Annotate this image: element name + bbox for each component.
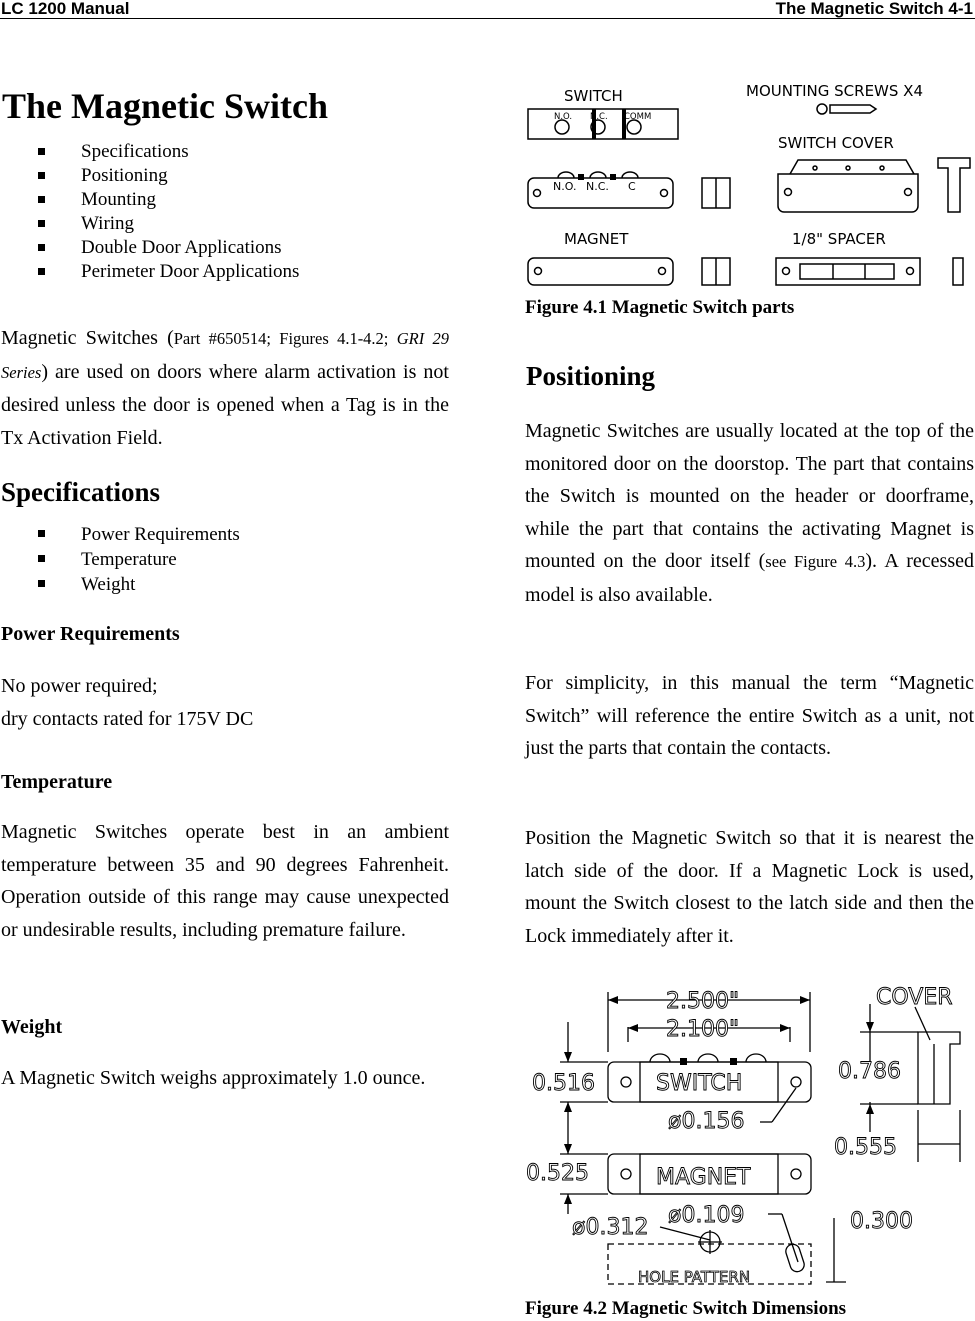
toc-item: Wiring	[0, 212, 440, 236]
positioning-heading: Positioning	[526, 361, 656, 391]
temperature-text: Magnetic Switches operate best in an ambient temperature between 35 and 90 degrees Fahrenheit. Operation outside of this range may cause unexpected or undesirable results, including premature failure.	[1, 821, 449, 941]
fig2-dim-0555: 0.555	[834, 1135, 897, 1160]
fig2-dim-0312: ø0.312	[572, 1215, 649, 1240]
figure-4-2-caption: Figure 4.2 Magnetic Switch Dimensions	[525, 1298, 847, 1319]
figure-4-1-parts-drawing	[520, 76, 975, 292]
fig2-dim-0516: 0.516	[532, 1071, 595, 1096]
fig2-label-hole-pattern: HOLE PATTERN	[638, 1268, 751, 1286]
fig2-dim-0156: ø0.156	[668, 1109, 745, 1134]
power-text: No power required; dry contacts rated for 175V DC	[1, 675, 254, 730]
spec-item: Weight	[0, 572, 440, 597]
intro-paragraph: Magnetic Switches (Part #650514; Figures 4.1-4.2; GRI 29 Series) are used on doors where alarm activation is not desired unless the door is opened when a Tag is in the Tx Activation Field.	[1, 327, 449, 449]
fig2-label-cover: COVER	[876, 985, 953, 1010]
spec-item: Power Requirements	[0, 522, 440, 547]
fig2-dim-0525: 0.525	[526, 1161, 589, 1186]
fig1-label-screws: MOUNTING SCREWS X4	[746, 82, 923, 100]
toc-list	[0, 140, 440, 284]
figure-4-1-caption: Figure 4.1 Magnetic Switch parts	[525, 297, 795, 318]
fig2-label-switch: SWITCH	[656, 1071, 743, 1096]
fig1-label-nc-side: N.C.	[586, 180, 609, 193]
positioning-paragraph-2: For simplicity, in this manual the term “Magnetic Switch” will reference the entire Switch as a unit, not just the parts that contain the contacts.	[525, 672, 974, 759]
toc-item: Mounting	[0, 188, 440, 212]
weight-text: A Magnetic Switch weighs approximately 1.0 ounce.	[1, 1067, 426, 1089]
header-rule	[0, 18, 975, 19]
fig1-label-cover: SWITCH COVER	[778, 134, 894, 152]
fig1-label-nc: N.C.	[590, 112, 608, 122]
spec-item: Temperature	[0, 547, 440, 572]
specifications-heading: Specifications	[1, 477, 160, 507]
toc-item: Double Door Applications	[0, 236, 440, 260]
toc-item: Specifications	[0, 140, 440, 164]
header-left: LC 1200 Manual	[1, 0, 130, 18]
fig1-label-spacer: 1/8" SPACER	[792, 230, 886, 248]
power-heading: Power Requirements	[1, 623, 180, 645]
header-right: The Magnetic Switch 4-1	[775, 0, 973, 18]
temperature-heading: Temperature	[1, 771, 113, 793]
weight-heading: Weight	[1, 1016, 63, 1038]
fig2-dim-2500: 2.500"	[666, 989, 740, 1014]
fig2-dim-0300: 0.300	[850, 1209, 913, 1234]
fig1-label-no: N.O.	[554, 112, 573, 122]
fig2-dim-0109: ø0.109	[668, 1203, 745, 1228]
positioning-paragraph-3: Position the Magnetic Switch so that it is nearest the latch side of the door. If a Magnetic Lock is used, mount the Switch closest to the latch side and then the Lock immediately after it.	[525, 827, 974, 947]
fig2-label-magnet: MAGNET	[656, 1165, 751, 1190]
fig2-dim-2100: 2.100"	[666, 1017, 740, 1042]
toc-item: Perimeter Door Applications	[0, 260, 440, 284]
fig1-label-no-side: N.O.	[553, 180, 577, 193]
fig1-label-switch: SWITCH	[564, 87, 623, 105]
positioning-paragraph-1: Magnetic Switches are usually located at the top of the monitored door on the doorstop. The part that contains the Switch is mounted on the header or doorframe, while the part that contains the activating Magnet is mounted on the door itself (see Figure 4.3). A recessed model is also available.	[525, 420, 974, 606]
spec-list	[0, 522, 440, 597]
figure-4-2-dimensions-drawing	[520, 982, 975, 1292]
fig1-label-c-side: C	[628, 180, 636, 193]
page-title: The Magnetic Switch	[2, 86, 328, 126]
toc-item: Positioning	[0, 164, 440, 188]
fig1-label-comm: COMM	[624, 112, 652, 122]
fig1-label-magnet: MAGNET	[564, 230, 629, 248]
fig2-dim-0786: 0.786	[838, 1059, 901, 1084]
